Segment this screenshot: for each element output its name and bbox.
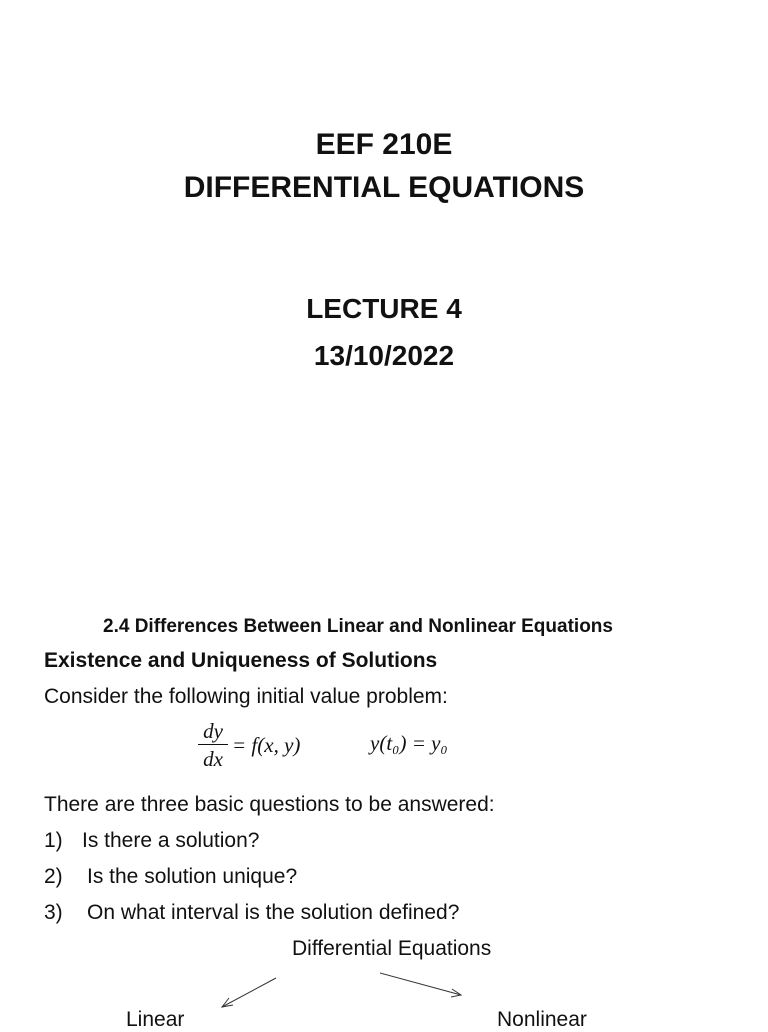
lecture-date: 13/10/2022: [313, 340, 455, 371]
sub-heading: Existence and Uniqueness of Solutions: [44, 649, 438, 672]
question-text: On what interval is the solution defined?: [87, 901, 460, 924]
linear-branch-label: Linear: [126, 1008, 185, 1031]
questions-intro: There are three basic questions to be answered:: [44, 793, 495, 816]
question-text: Is there a solution?: [82, 829, 260, 852]
lecture-number: LECTURE 4: [306, 293, 462, 324]
initial-condition: y(t₀) = y₀: [370, 731, 448, 755]
nonlinear-branch-label: Nonlinear: [497, 1008, 587, 1031]
section-heading: 2.4 Differences Between Linear and Nonlinear Equations: [103, 616, 613, 637]
intro-text: Consider the following initial value problem:: [44, 685, 448, 708]
question-text: Is the solution unique?: [87, 865, 298, 888]
left-branch-arrow: [222, 978, 276, 1007]
course-title: DIFFERENTIAL EQUATIONS: [183, 171, 585, 204]
question-number: 2): [44, 865, 63, 888]
fraction-numerator: dy: [203, 719, 223, 743]
equation-rhs: = f(x, y): [232, 733, 301, 757]
derivative-fraction: [198, 718, 228, 773]
question-number: 1): [44, 829, 63, 852]
course-code: EEF 210E: [315, 128, 453, 161]
question-number: 3): [44, 901, 63, 924]
right-branch-arrow: [380, 973, 461, 995]
fraction-denominator: dx: [203, 747, 223, 771]
diagram-title: Differential Equations: [292, 937, 492, 960]
branch-arrows: [0, 960, 768, 1020]
